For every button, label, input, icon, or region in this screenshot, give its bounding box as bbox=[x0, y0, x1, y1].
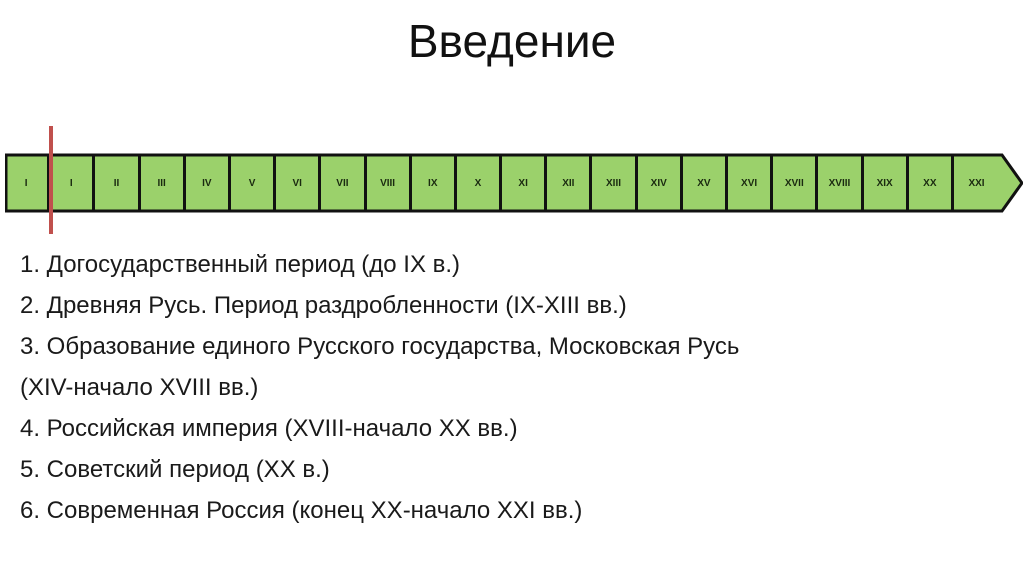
century-cell: X bbox=[457, 155, 502, 211]
century-cell: XVI bbox=[728, 155, 773, 211]
century-cell: XIV bbox=[638, 155, 683, 211]
current-position-marker bbox=[49, 126, 53, 234]
century-cell: I bbox=[5, 155, 50, 211]
century-cell: IX bbox=[412, 155, 457, 211]
period-item: 1. Догосударственный период (до IX в.) bbox=[20, 251, 461, 278]
century-cell: VII bbox=[321, 155, 366, 211]
century-cell: XII bbox=[547, 155, 592, 211]
century-cell: XIX bbox=[864, 155, 909, 211]
century-cell: XVII bbox=[773, 155, 818, 211]
century-cell: II bbox=[95, 155, 140, 211]
century-cell: VIII bbox=[367, 155, 412, 211]
century-cell: IV bbox=[186, 155, 231, 211]
century-cell: XI bbox=[502, 155, 547, 211]
period-item: 2. Древняя Русь. Период раздробленности (IX-XIII вв.) bbox=[20, 292, 627, 319]
century-timeline bbox=[5, 153, 1023, 213]
century-cell: XX bbox=[909, 155, 954, 211]
period-item: 6. Современная Россия (конец XX-начало XXI вв.) bbox=[20, 497, 583, 524]
century-cell: XVIII bbox=[818, 155, 863, 211]
century-cell: XV bbox=[683, 155, 728, 211]
century-cell: XIII bbox=[592, 155, 637, 211]
century-cell: XXI bbox=[968, 177, 985, 189]
period-item: (XIV-начало XVIII вв.) bbox=[20, 374, 259, 401]
century-cell: III bbox=[141, 155, 186, 211]
period-item: 5. Советский период (XX в.) bbox=[20, 456, 330, 483]
century-cells bbox=[5, 155, 999, 211]
slide-title: Введение bbox=[407, 15, 617, 67]
period-item: 3. Образование единого Русского государства, Московская Русь bbox=[20, 333, 740, 360]
century-cell: V bbox=[231, 155, 276, 211]
period-item: 4. Российская империя (XVIII-начало XX вв.) bbox=[20, 415, 518, 442]
century-cell: I bbox=[50, 155, 95, 211]
period-list bbox=[20, 244, 739, 531]
century-cell: VI bbox=[276, 155, 321, 211]
